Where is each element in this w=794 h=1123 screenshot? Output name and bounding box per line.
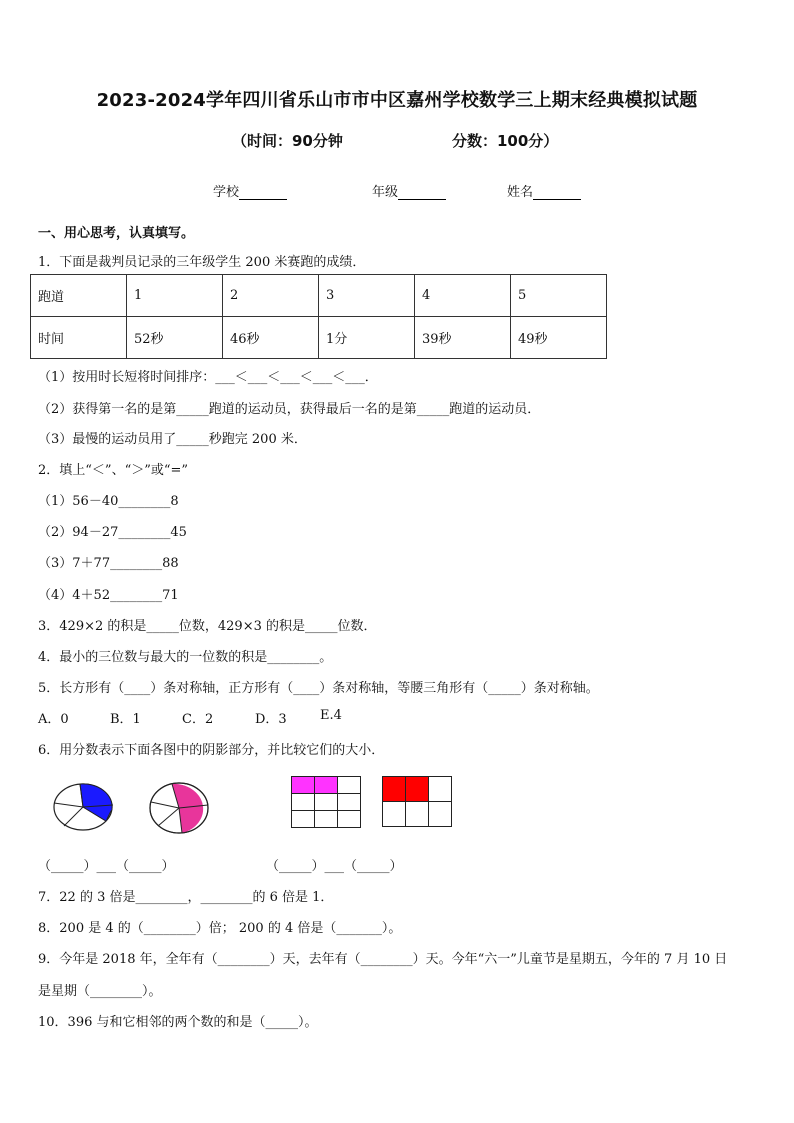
question-9-line-2: 是星期（________）。	[38, 984, 162, 999]
question-2: 2．填上“＜”、“＞”或“=”	[38, 463, 189, 478]
grid-cell	[315, 811, 338, 828]
grade-blank[interactable]	[398, 185, 446, 200]
grid-cell	[338, 794, 361, 811]
question-2-part-3: （3）7＋77________88	[38, 556, 179, 571]
question-5-option-e: E.4	[320, 708, 342, 723]
grid-cell	[292, 794, 315, 811]
grid-cell-shaded	[383, 777, 406, 802]
question-7: 7．22 的 3 倍是________，________的 6 倍是 1．	[38, 890, 334, 905]
question-2-part-2: （2）94－27________45	[38, 525, 187, 540]
question-10: 10．396 与和它相邻的两个数的和是（_____）。	[38, 1015, 318, 1030]
race-results-table	[30, 274, 607, 359]
grid-cell-shaded	[315, 777, 338, 794]
grid-cell-shaded	[406, 777, 429, 802]
table-cell: 跑道	[31, 275, 127, 317]
name-label: 姓名	[507, 185, 534, 200]
grid-cell	[429, 802, 452, 827]
question-5: 5．长方形有（____）条对称轴，正方形有（____）条对称轴，等腰三角形有（_____）条对称轴。	[38, 681, 599, 696]
table-cell: 1分	[319, 317, 415, 359]
exam-time: （时间：90分钟	[232, 132, 343, 150]
table-cell: 4	[415, 275, 511, 317]
grid-cell	[429, 777, 452, 802]
table-row	[31, 317, 607, 359]
grid-cell	[406, 802, 429, 827]
school-label: 学校	[213, 185, 240, 200]
question-1-part-2: （2）获得第一名的是第_____跑道的运动员，获得最后一名的是第_____跑道的运动员．	[38, 402, 541, 417]
school-blank[interactable]	[239, 185, 287, 200]
question-1-part-1: （1）按用时长短将时间排序：___＜___＜___＜___＜___．	[38, 370, 378, 385]
table-cell: 49秒	[511, 317, 607, 359]
grid-cell	[338, 777, 361, 794]
question-3: 3．429×2 的积是_____位数，429×3 的积是_____位数．	[38, 619, 377, 634]
question-6-answer-blanks-2: （_____）___（_____）	[266, 859, 403, 874]
table-cell: 39秒	[415, 317, 511, 359]
question-5-option-c: C．2	[182, 712, 214, 727]
school-field	[213, 181, 287, 200]
table-cell: 时间	[31, 317, 127, 359]
question-6-answer-blanks-1: （_____）___（_____）	[38, 859, 175, 874]
grid-figure-red	[382, 776, 452, 827]
exam-score: 分数：100分）	[452, 132, 559, 150]
table-cell: 2	[223, 275, 319, 317]
question-1-part-3: （3）最慢的运动员用了_____秒跑完 200 米．	[38, 432, 307, 447]
table-cell: 1	[127, 275, 223, 317]
question-5-option-b: B．1	[110, 712, 141, 727]
grade-label: 年级	[372, 185, 399, 200]
section-heading: 一、用心思考，认真填写。	[38, 226, 195, 241]
question-2-part-4: （4）4＋52________71	[38, 588, 179, 603]
question-6: 6．用分数表示下面各图中的阴影部分，并比较它们的大小．	[38, 743, 385, 758]
grid-cell	[383, 802, 406, 827]
grid-figure-violet	[291, 776, 361, 828]
question-1: 1．下面是裁判员记录的三年级学生 200 米赛跑的成绩．	[38, 255, 366, 270]
page-title: 2023-2024学年四川省乐山市市中区嘉州学校数学三上期末经典模拟试题	[96, 90, 698, 111]
question-5-option-a: A．0	[38, 712, 69, 727]
question-8: 8．200 是 4 的（________）倍； 200 的 4 倍是（_______）。	[38, 921, 402, 936]
table-row	[31, 275, 607, 317]
table-cell: 46秒	[223, 317, 319, 359]
table-cell: 52秒	[127, 317, 223, 359]
pie-figure-magenta	[146, 781, 212, 837]
grid-cell-shaded	[292, 777, 315, 794]
question-5-option-d: D．3	[255, 712, 287, 727]
grade-field	[372, 181, 446, 200]
grid-cell	[292, 811, 315, 828]
pie-figure-blue	[50, 781, 116, 833]
question-4: 4．最小的三位数与最大的一位数的积是________。	[38, 650, 333, 665]
table-cell: 5	[511, 275, 607, 317]
question-9-line-1: 9．今年是 2018 年，全年有（________）天，去年有（________）天。今年“六一”儿童节是星期五，今年的 7 月 10 日	[38, 952, 728, 967]
name-field	[507, 181, 581, 200]
name-blank[interactable]	[533, 185, 581, 200]
question-2-part-1: （1）56－40________8	[38, 494, 179, 509]
table-cell: 3	[319, 275, 415, 317]
grid-cell	[338, 811, 361, 828]
grid-cell	[315, 794, 338, 811]
